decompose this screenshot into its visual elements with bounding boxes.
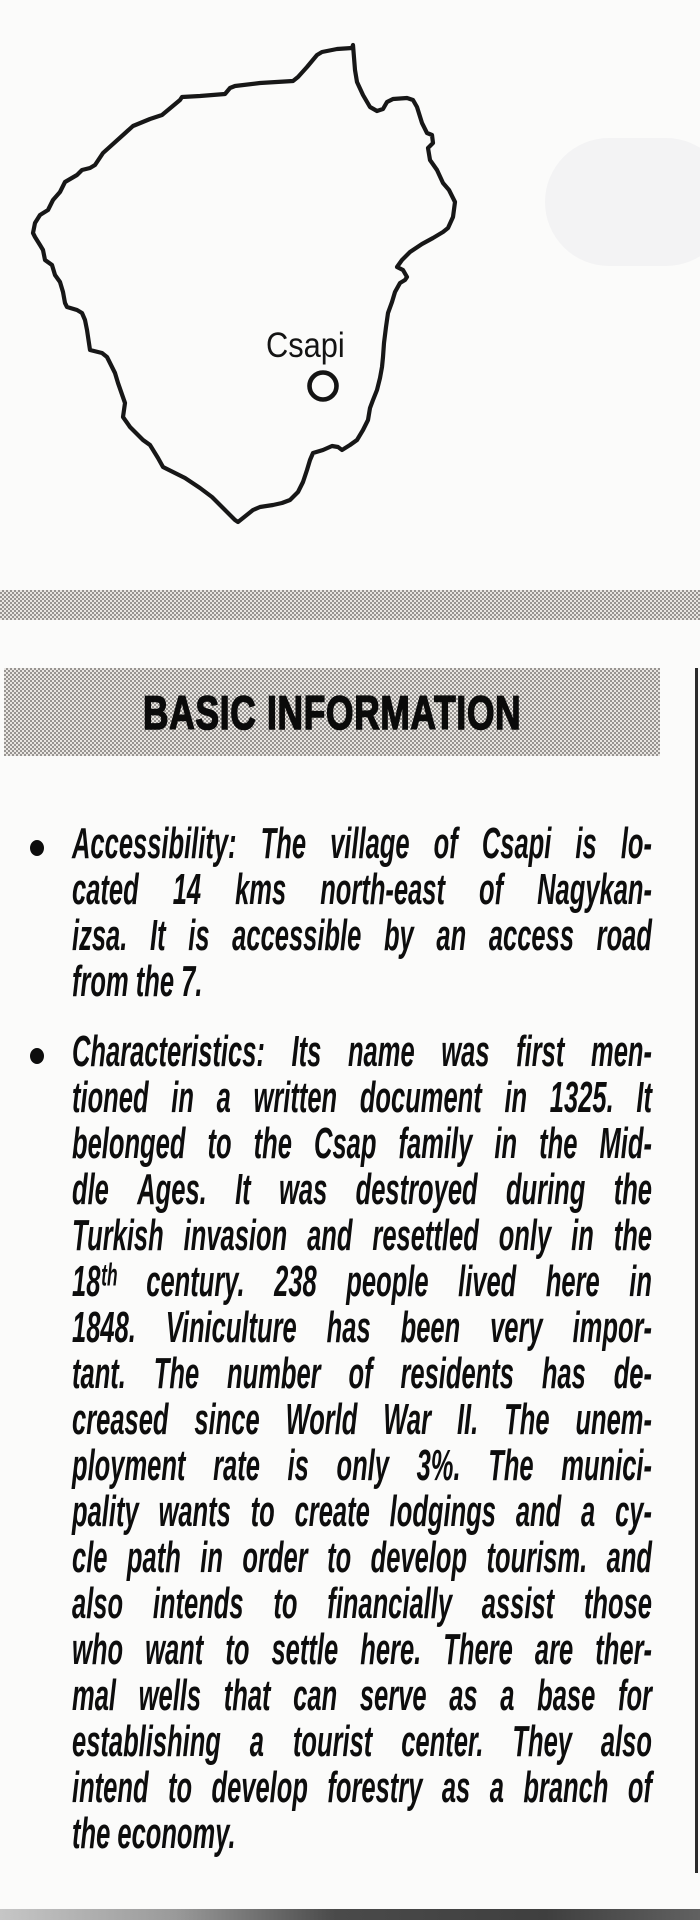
text-line: tant. The number of residents has de- [72,1349,652,1398]
bullet-icon [30,1048,44,1064]
village-marker-icon [310,373,337,400]
text-line: 1848. Viniculture has been very impor- [72,1303,652,1352]
text-line: creased since World War II. The unem- [72,1395,652,1444]
text-line: pality wants to create lodgings and a cy- [72,1487,652,1536]
text-line: cle path in order to develop tourism. and [72,1533,652,1582]
municipality-map-outline [0,0,500,560]
text-line: dle Ages. It was destroyed during the [72,1165,652,1214]
text-line: from the 7. [72,957,203,1006]
scan-artifact-blob [545,138,700,266]
text-line: ployment rate is only 3%. The munici- [72,1441,652,1490]
text-line: tioned in a written document in 1325. It [72,1073,652,1122]
section-header-bar [4,668,660,756]
text-line: izsa. It is accessible by an access road [72,911,652,960]
text-line: the economy. [72,1809,236,1858]
text-line: also intends to financially assist those [72,1579,652,1628]
text-line: Accessibility: The village of Csapi is lo- [72,819,652,868]
bullet-paragraph-characteristics [72,1029,652,1857]
text-line: establishing a tourist center. They also [72,1717,652,1766]
section-title: BASIC INFORMATION [142,685,522,739]
map-label: Csapi [266,326,345,365]
section-divider-bar [0,590,700,620]
text-line: 18ᵗʰ century. 238 people lived here in [72,1257,652,1306]
bullet-icon [30,840,44,856]
text-line: belonged to the Csap family in the Mid- [72,1119,652,1168]
page-border-line [695,668,698,1873]
text-line: mal wells that can serve as a base for [72,1671,652,1720]
text-line: cated 14 kms north-east of Nagykan- [72,865,652,914]
text-line: intend to develop forestry as a branch of [72,1763,652,1812]
bottom-edge-bar [0,1909,700,1920]
map-border-path [33,45,455,522]
text-line: Turkish invasion and resettled only in the [72,1211,652,1260]
text-line: who want to settle here. There are ther- [72,1625,652,1674]
bullet-paragraph-accessibility [72,821,652,1005]
text-line: Characteristics: Its name was first men- [72,1027,652,1076]
